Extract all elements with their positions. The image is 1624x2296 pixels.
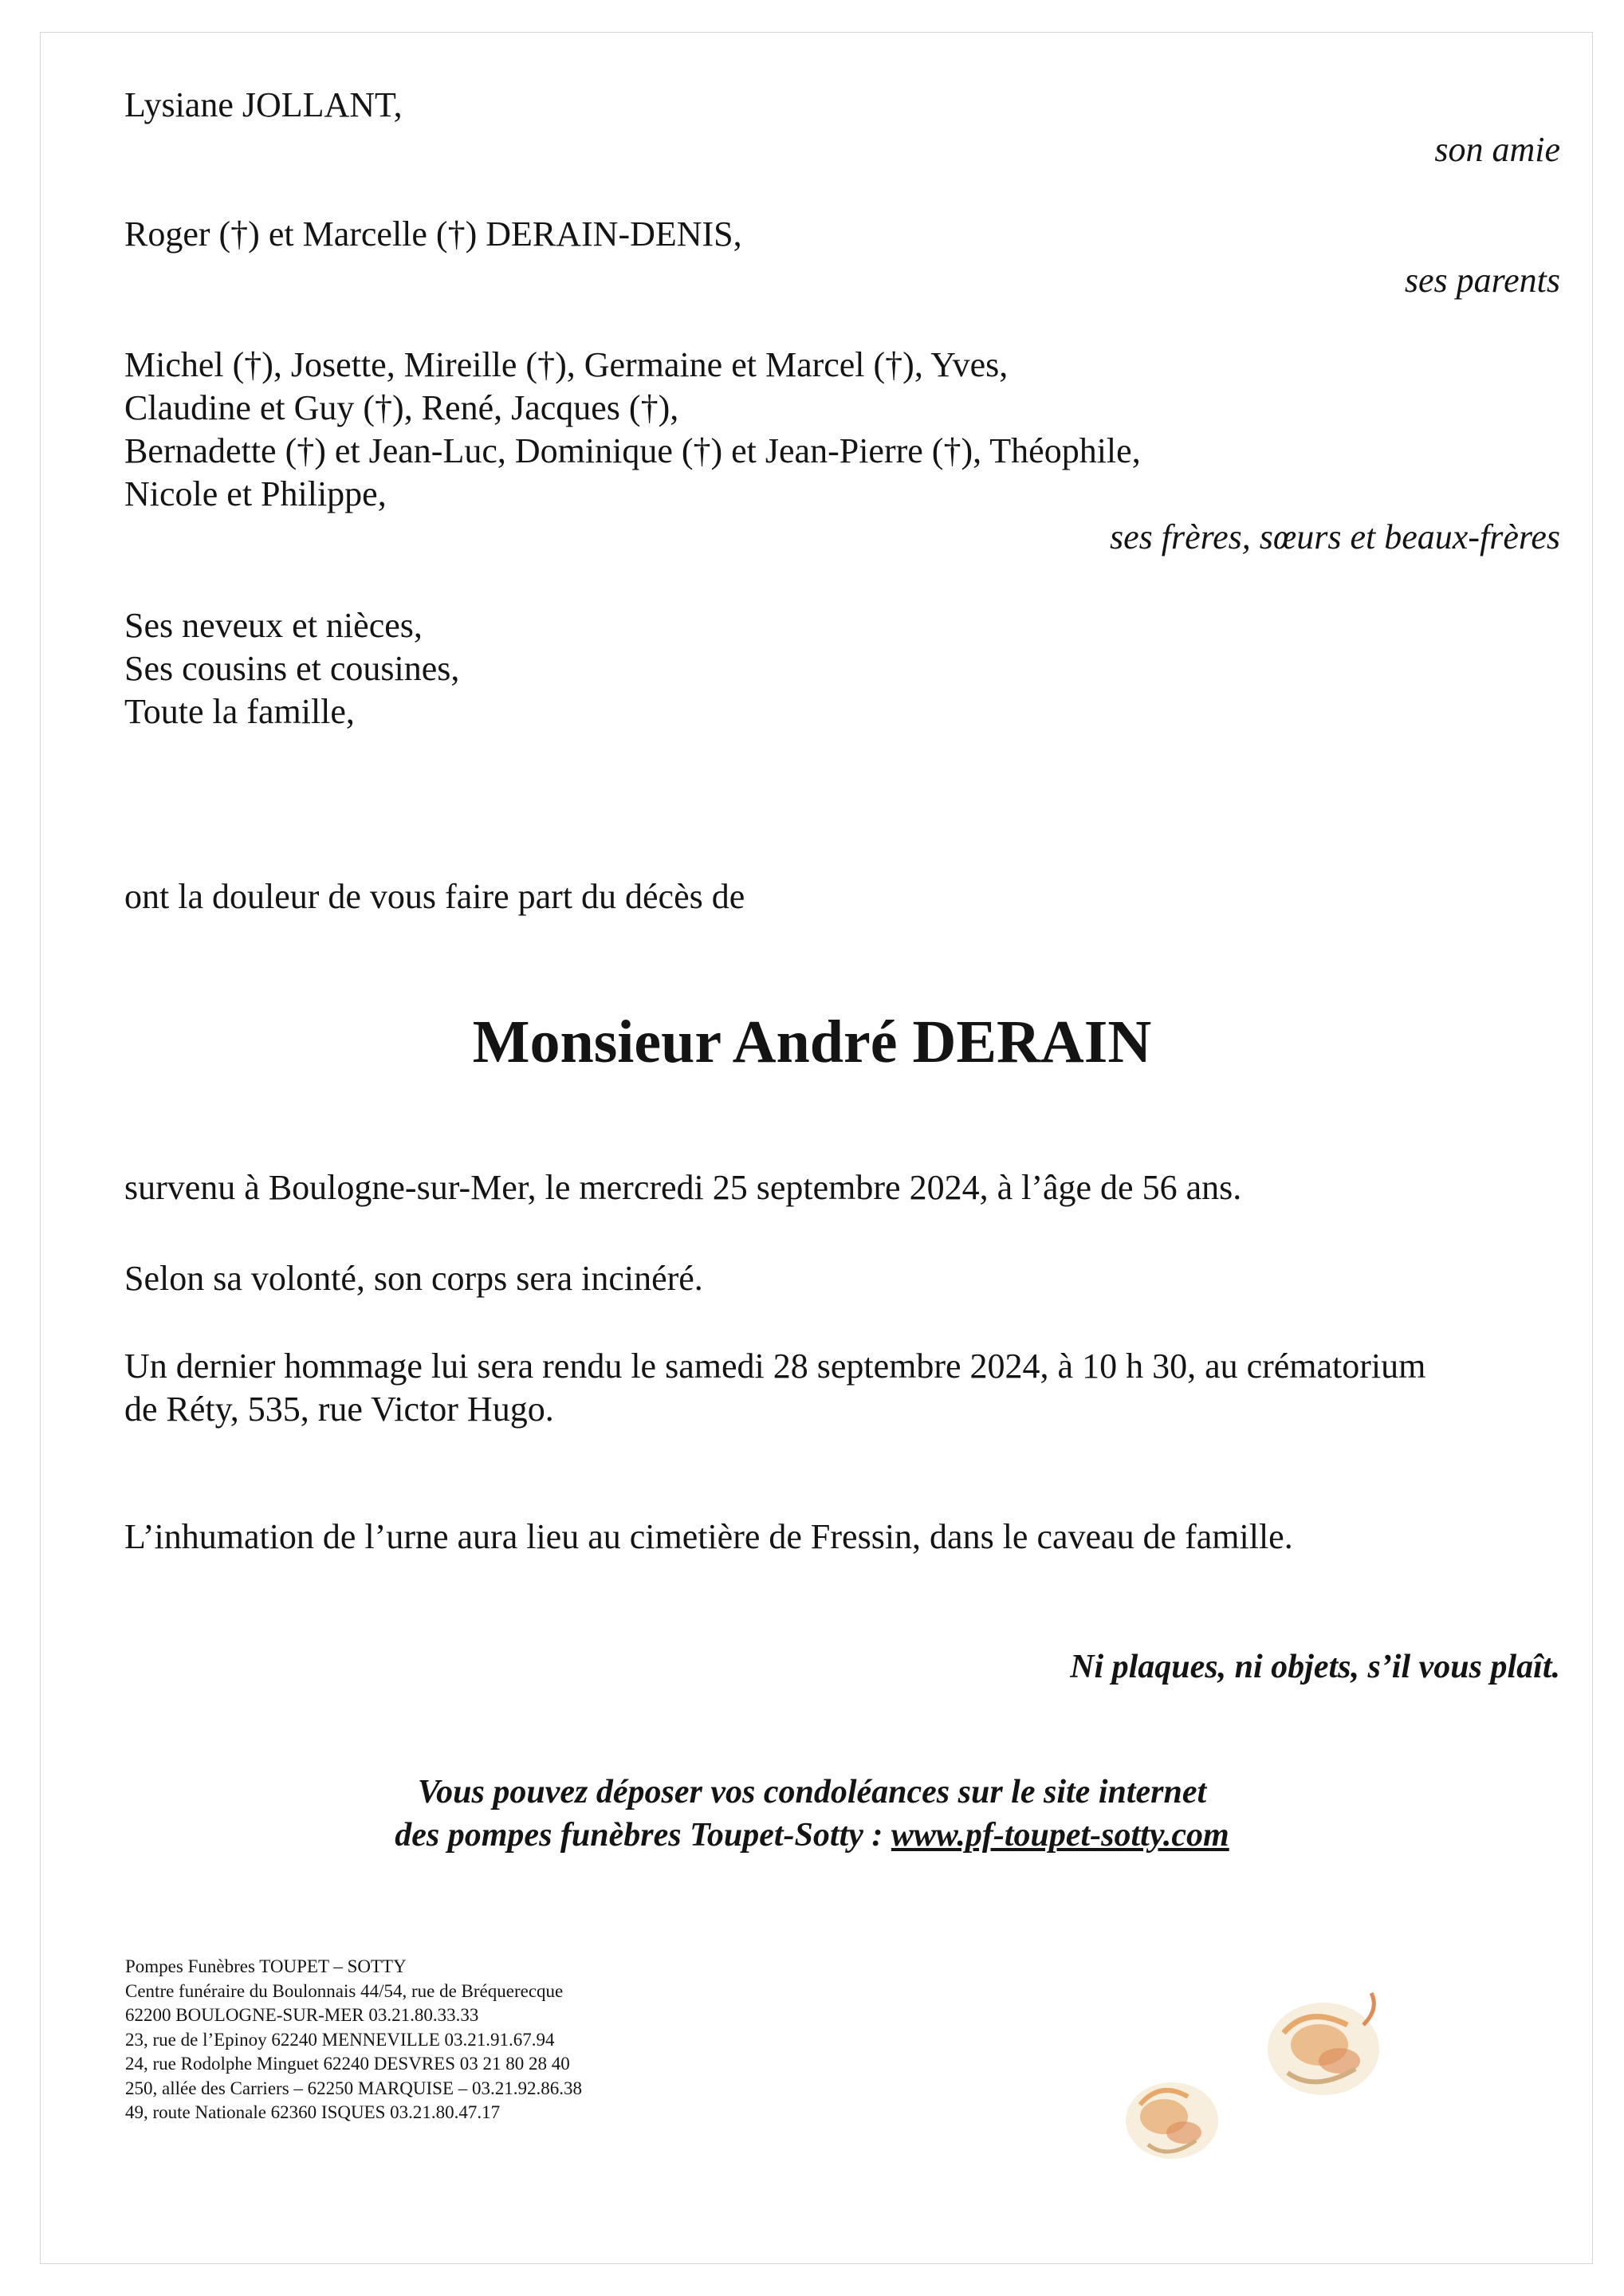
burial-note: L’inhumation de l’urne aura lieu au cimetière de Fressin, dans le caveau de famille. xyxy=(124,1517,1293,1556)
footer-line-1: Pompes Funèbres TOUPET – SOTTY xyxy=(125,1956,407,1976)
flowers-icon xyxy=(1084,1977,1579,2216)
others-line-3: Toute la famille, xyxy=(124,692,355,731)
others-line-1: Ses neveux et nièces, xyxy=(124,606,423,645)
siblings-line-4: Nicole et Philippe, xyxy=(124,474,387,513)
parents-relation: ses parents xyxy=(1404,261,1560,300)
death-details: survenu à Boulogne-sur-Mer, le mercredi 25 septembre 2024, à l’âge de 56 ans. xyxy=(124,1168,1242,1207)
funeral-home-footer xyxy=(125,1955,582,2125)
others-line-2: Ses cousins et cousines, xyxy=(124,649,460,688)
footer-line-4: 23, rue de l’Epinoy 62240 MENNEVILLE 03.21.91.67.94 xyxy=(125,2029,555,2050)
footer-line-7: 49, route Nationale 62360 ISQUES 03.21.80.47.17 xyxy=(125,2102,501,2122)
footer-line-2: Centre funéraire du Boulonnais 44/54, rue de Bréquerecque xyxy=(125,1980,564,2001)
siblings-line-1: Michel (†), Josette, Mireille (†), Germaine et Marcel (†), Yves, xyxy=(124,345,1009,384)
siblings-relation: ses frères, sœurs et beaux-frères xyxy=(1110,517,1560,556)
siblings-line-2: Claudine et Guy (†), René, Jacques (†), xyxy=(124,388,679,427)
cremation-note: Selon sa volonté, son corps sera incinéré. xyxy=(124,1259,703,1298)
friend-relation: son amie xyxy=(1434,130,1560,169)
footer-line-3: 62200 BOULOGNE-SUR-MER 03.21.80.33.33 xyxy=(125,2005,479,2025)
deceased-name: Monsieur André DERAIN xyxy=(472,1008,1152,1075)
no-flowers-request: Ni plaques, ni objets, s’il vous plaît. xyxy=(1070,1649,1560,1685)
parents-name: Roger (†) et Marcelle (†) DERAIN-DENIS, xyxy=(124,214,742,254)
friend-name: Lysiane JOLLANT, xyxy=(124,85,403,124)
announcement-intro: ont la douleur de vous faire part du décès de xyxy=(124,877,745,916)
footer-line-5: 24, rue Rodolphe Minguet 62240 DESVRES 03 21 80 28 40 xyxy=(125,2054,570,2074)
tribute-line-2: de Réty, 535, rue Victor Hugo. xyxy=(124,1390,554,1429)
condolences-line-2 xyxy=(0,1814,1624,1857)
siblings-line-3: Bernadette (†) et Jean-Luc, Dominique (†) et Jean-Pierre (†), Théophile, xyxy=(124,431,1141,470)
footer-line-6: 250, allée des Carriers – 62250 MARQUISE – 03.21.92.86.38 xyxy=(125,2078,583,2098)
condolences-text: des pompes funèbres Toupet-Sotty : xyxy=(395,1817,891,1854)
condolences-line-1: Vous pouvez déposer vos condoléances sur le site internet xyxy=(417,1774,1207,1810)
tribute-line-1: Un dernier hommage lui sera rendu le samedi 28 septembre 2024, à 10 h 30, au crématorium xyxy=(124,1347,1426,1386)
condolences-link[interactable]: www.pf-toupet-sotty.com xyxy=(891,1817,1229,1854)
